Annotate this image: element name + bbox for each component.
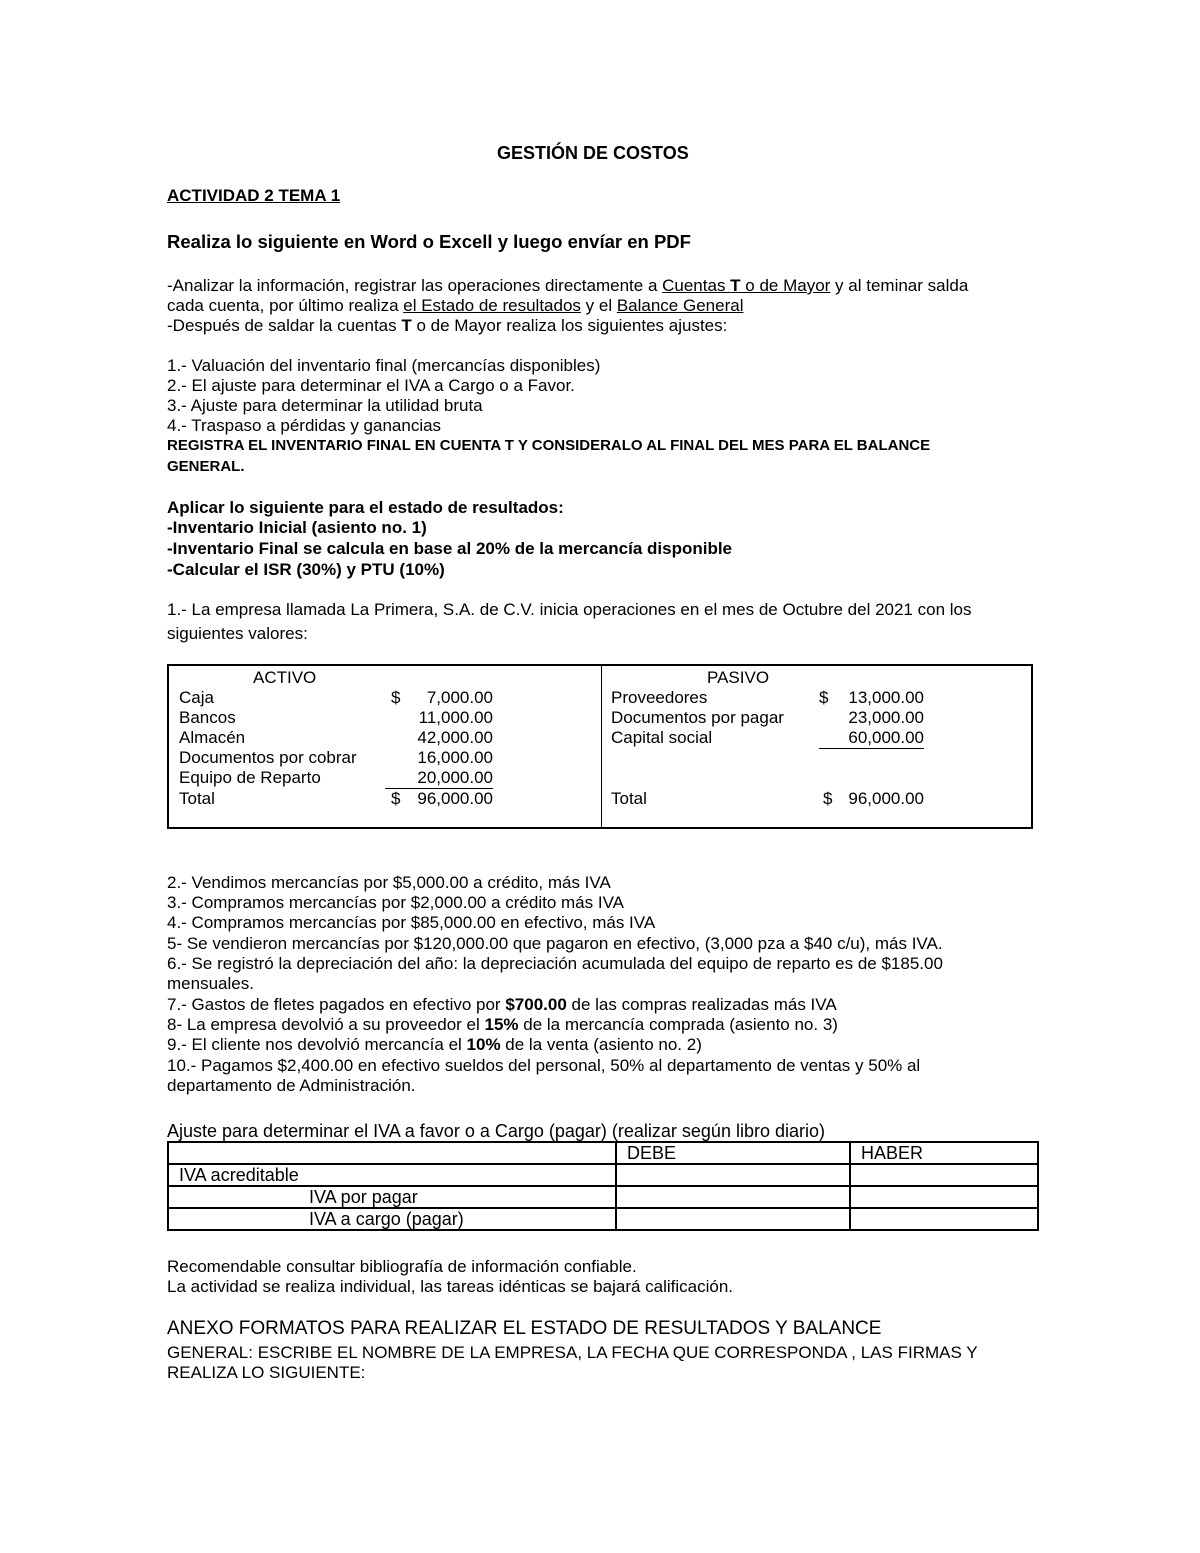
adjustment-item: 1.- Valuación del inventario final (mercancías disponibles) — [167, 356, 601, 375]
table-row — [168, 1208, 1038, 1230]
operation-item: 6.- Se registró la depreciación del año: la depreciación acumulada del equipo de reparto es de $185.00 — [167, 954, 943, 973]
intro-line-3: -Después de saldar la cuentas T o de Mayor realiza los siguientes ajustes: — [167, 316, 728, 335]
adjustment-item: 3.- Ajuste para determinar la utilidad bruta — [167, 396, 483, 415]
table-cell — [850, 1208, 1038, 1230]
iva-row-label: IVA por pagar — [168, 1186, 616, 1208]
activo-label: Caja — [179, 688, 214, 707]
activo-value: 42,000.00 — [417, 728, 493, 747]
operation-item: 2.- Vendimos mercancías por $5,000.00 a crédito, más IVA — [167, 873, 611, 892]
case-intro-line-2: siguientes valores: — [167, 624, 308, 643]
operation-item: 8- La empresa devolvió a su proveedor el 15% de la mercancía comprada (asiento no. 3) — [167, 1015, 838, 1034]
currency-sign: $ — [391, 789, 401, 808]
iva-row-label: IVA acreditable — [168, 1164, 616, 1186]
operation-item-cont: mensuales. — [167, 974, 254, 993]
register-note-line-1: REGISTRA EL INVENTARIO FINAL EN CUENTA T Y CONSIDERALO AL FINAL DEL MES PARA EL BALANCE — [167, 437, 931, 454]
adjustment-item: 4.- Traspaso a pérdidas y ganancias — [167, 416, 442, 435]
opening-balance-table — [167, 664, 1033, 829]
pasivo-label: Proveedores — [611, 688, 708, 707]
currency-sign: $ — [823, 789, 833, 808]
activo-value: 7,000.00 — [426, 688, 493, 707]
activo-total-value: 96,000.00 — [417, 789, 493, 808]
iva-table — [167, 1141, 1039, 1231]
register-note-line-2: GENERAL. — [167, 458, 245, 475]
anexo-line-1: ANEXO FORMATOS PARA REALIZAR EL ESTADO DE RESULTADOS Y BALANCE — [167, 1318, 882, 1339]
table-cell — [168, 1142, 616, 1164]
recommendation-note: Recomendable consultar bibliografía de información confiable. — [167, 1257, 637, 1276]
table-cell — [616, 1164, 850, 1186]
table-cell — [850, 1164, 1038, 1186]
activo-label: Documentos por cobrar — [179, 748, 357, 767]
pasivo-label: Documentos por pagar — [611, 708, 784, 727]
activo-total-label: Total — [179, 789, 215, 808]
operation-item: 3.- Compramos mercancías por $2,000.00 a crédito más IVA — [167, 893, 624, 912]
table-cell — [616, 1186, 850, 1208]
iva-row-label: IVA a cargo (pagar) — [168, 1208, 616, 1230]
pasivo-label: Capital social — [611, 728, 713, 747]
activo-value: 11,000.00 — [418, 708, 493, 727]
anexo-line-3: REALIZA LO SIGUIENTE: — [167, 1363, 366, 1382]
operation-item: 7.- Gastos de fletes pagados en efectivo por $700.00 de las compras realizadas más IVA — [167, 995, 837, 1014]
table-cell — [850, 1186, 1038, 1208]
haber-header: HABER — [850, 1142, 1038, 1164]
apply-heading: Aplicar lo siguiente para el estado de resultados: — [167, 498, 564, 517]
individual-note: La actividad se realiza individual, las tareas idénticas se bajará calificación. — [167, 1277, 734, 1296]
instruction-heading: Realiza lo siguiente en Word o Excell y luego envíar en PDF — [167, 231, 691, 252]
debe-header: DEBE — [616, 1142, 850, 1164]
table-row — [168, 1142, 1038, 1164]
pasivo-value: 23,000.00 — [848, 708, 924, 727]
activo-value: 16,000.00 — [417, 748, 493, 767]
activo-header: ACTIVO — [253, 668, 317, 687]
balance-divider — [601, 666, 602, 827]
apply-item: -Inventario Final se calcula en base al 20% de la mercancía disponible — [167, 539, 733, 558]
activo-value: 20,000.00 — [385, 768, 493, 789]
page-title: GESTIÓN DE COSTOS — [497, 143, 689, 163]
activo-label: Almacén — [179, 728, 246, 747]
operation-item: 4.- Compramos mercancías por $85,000.00 en efectivo, más IVA — [167, 913, 656, 932]
pasivo-value: 13,000.00 — [848, 688, 924, 707]
operation-item: 9.- El cliente nos devolvió mercancía el 10% de la venta (asiento no. 2) — [167, 1035, 702, 1054]
apply-item: -Inventario Inicial (asiento no. 1) — [167, 518, 427, 537]
adjustment-item: 2.- El ajuste para determinar el IVA a Cargo o a Favor. — [167, 376, 575, 395]
pasivo-total-value: 96,000.00 — [848, 789, 924, 808]
pasivo-total-label: Total — [611, 789, 647, 808]
pasivo-header: PASIVO — [707, 668, 770, 687]
currency-sign: $ — [819, 688, 829, 707]
activo-label: Equipo de Reparto — [179, 768, 321, 787]
iva-heading: Ajuste para determinar el IVA a favor o a Cargo (pagar) (realizar según libro diario) — [167, 1121, 825, 1141]
table-row — [168, 1164, 1038, 1186]
activity-label: ACTIVIDAD 2 TEMA 1 — [167, 186, 341, 205]
operation-item: 5- Se vendieron mercancías por $120,000.00 que pagaron en efectivo, (3,000 pza a $40 c/u), más IVA. — [167, 934, 943, 953]
intro-line-1: -Analizar la información, registrar las operaciones directamente a Cuentas T o de Mayor y al teminar salda — [167, 276, 969, 295]
table-cell — [616, 1208, 850, 1230]
operation-item-cont: departamento de Administración. — [167, 1076, 416, 1095]
activo-label: Bancos — [179, 708, 236, 727]
pasivo-value: 60,000.00 — [819, 728, 924, 749]
apply-item: -Calcular el ISR (30%) y PTU (10%) — [167, 560, 445, 579]
currency-sign: $ — [391, 688, 401, 707]
case-intro-line-1: 1.- La empresa llamada La Primera, S.A. de C.V. inicia operaciones en el mes de Octubre del 2021 con los — [167, 600, 972, 619]
operation-item: 10.- Pagamos $2,400.00 en efectivo sueldos del personal, 50% al departamento de ventas y 50% al — [167, 1056, 921, 1075]
intro-line-2: cada cuenta, por último realiza el Estado de resultados y el Balance General — [167, 296, 744, 315]
anexo-line-2: GENERAL: ESCRIBE EL NOMBRE DE LA EMPRESA, LA FECHA QUE CORRESPONDA , LAS FIRMAS Y — [167, 1343, 978, 1362]
table-row — [168, 1186, 1038, 1208]
